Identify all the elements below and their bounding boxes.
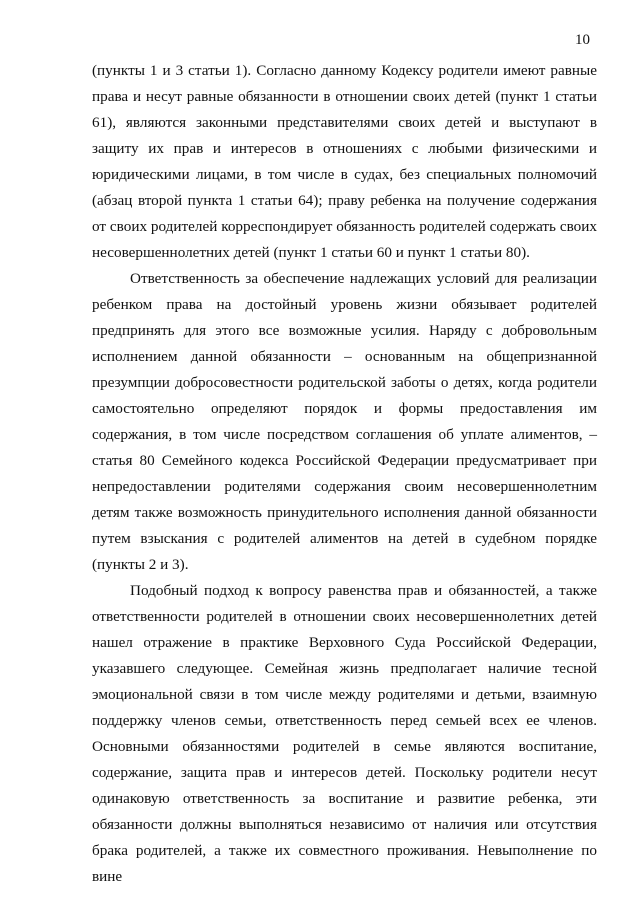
paragraph-continuation: (пункты 1 и 3 статьи 1). Согласно данному Кодексу родители имеют равные права и несут равные обязанности в отношении своих детей (пункт 1 статьи 61), являются законными представителями своих детей и выступают в защиту их прав и интересов в отношениях с любыми физическими и юридическими лицами, в том числе в судах, без специальных полномочий (абзац второй пункта 1 статьи 64); праву ребенка на получение содержания от своих родителей корреспондирует обязанность родителей содержать своих несовершеннолетних детей (пункт 1 статьи 60 и пункт 1 статьи 80). bbox=[92, 62, 597, 261]
page-number: 10 bbox=[575, 32, 590, 48]
paragraph-parental-responsibility: Ответственность за обеспечение надлежащих условий для реализации ребенком права на достойный уровень жизни обязывает родителей предпринять для этого все возможные усилия. Наряду с добровольным исполнением данной обязанности – основанным на общепризнанной презумпции добросовестности родительской заботы о детях, когда родители самостоятельно определяют порядок и формы предоставления им содержания, в том числе посредством соглашения об уплате алиментов, – статья 80 Семейного кодекса Российской Федерации предусматривает при непредоставлении родителями содержания своим несовершеннолетним детям также возможность принудительного исполнения данной обязанности путем взыскания с родителей алиментов на детей в судебном порядке (пункты 2 и 3). bbox=[92, 270, 597, 573]
page-body bbox=[92, 58, 597, 890]
paragraph-supreme-court-practice: Подобный подход к вопросу равенства прав и обязанностей, а также ответственности родителей в отношении своих несовершеннолетних детей нашел отражение в практике Верховного Суда Российской Федерации, указавшего следующее. Семейная жизнь предполагает наличие тесной эмоциональной связи в том числе между родителями и детьми, взаимную поддержку членов семьи, ответственность перед семьей всех ее членов. Основными обязанностями родителей в семье являются воспитание, содержание, защита прав и интересов детей. Поскольку родители несут одинаковую ответственность за воспитание и развитие ребенка, эти обязанности должны выполняться независимо от наличия или отсутствия брака родителей, а также их совместного проживания. Невыполнение по вине bbox=[92, 582, 597, 885]
